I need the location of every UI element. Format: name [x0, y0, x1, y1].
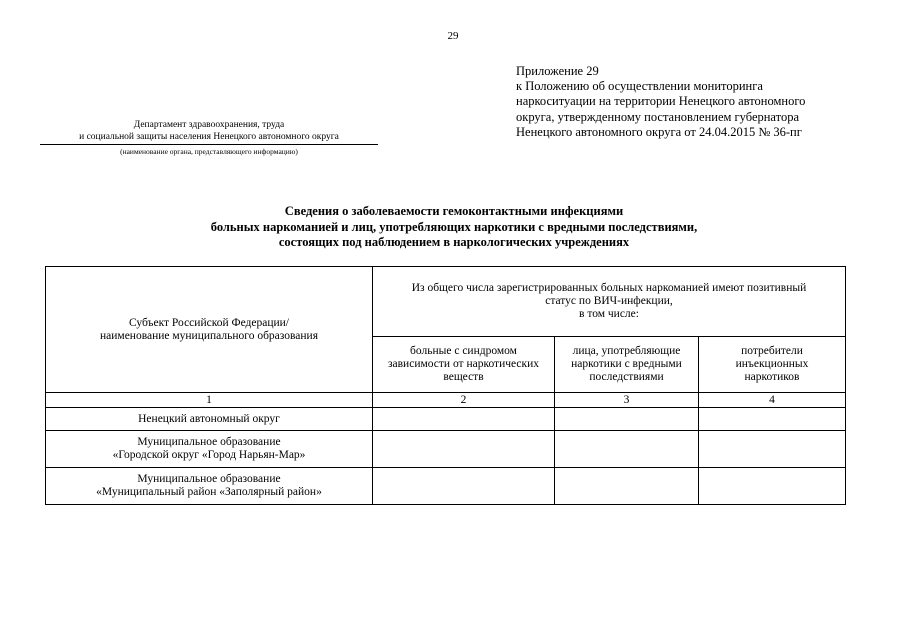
data-cell[interactable]	[555, 468, 699, 505]
subject-name-line: Муниципальное образование	[137, 473, 281, 485]
data-cell[interactable]	[555, 408, 699, 431]
data-cell[interactable]	[699, 431, 846, 468]
data-cell[interactable]	[555, 431, 699, 468]
title-line: состоящих под наблюдением в наркологических учреждениях	[278, 235, 630, 249]
data-cell[interactable]	[373, 468, 555, 505]
group-header-line: статус по ВИЧ-инфекции,	[545, 295, 673, 307]
appendix-line: наркоситуации на территории Ненецкого автономного	[516, 94, 806, 109]
appendix-line: Приложение 29	[516, 64, 599, 78]
sub-header-line: потребители	[741, 345, 803, 357]
sub-header-cell	[699, 337, 846, 393]
column-number-row	[46, 393, 846, 408]
organization-caption: (наименование органа, представляющего информацию)	[120, 147, 298, 156]
subject-name-cell	[46, 468, 373, 505]
sub-header-line: наркотики с вредными	[571, 358, 682, 370]
sub-header-line: лица, употребляющие	[572, 345, 681, 357]
report-table	[45, 266, 846, 505]
data-cell[interactable]	[699, 408, 846, 431]
subject-header-line: наименование муниципального образования	[100, 329, 318, 342]
sub-header-line: больные с синдромом	[410, 345, 517, 357]
appendix-note	[516, 64, 886, 140]
sub-header-cell	[555, 337, 699, 393]
data-cell[interactable]	[373, 408, 555, 431]
subject-name-cell	[46, 431, 373, 468]
table-row	[46, 468, 846, 505]
organization-underline	[40, 144, 378, 145]
sub-header-line: веществ	[443, 371, 484, 383]
appendix-line: Ненецкого автономного округа от 24.04.2015 № 36-пг	[516, 124, 802, 139]
sub-header-line: последствиями	[589, 371, 664, 383]
title-line: Сведения о заболеваемости гемоконтактными инфекциями	[284, 204, 624, 218]
page-number: 29	[447, 30, 459, 42]
organization-block	[40, 120, 378, 156]
column-number-cell: 3	[555, 393, 699, 408]
subject-header-line: Субъект Российской Федерации/	[129, 316, 289, 329]
sub-header-line: зависимости от наркотических	[387, 358, 540, 370]
column-number-cell: 2	[373, 393, 555, 408]
subject-header-cell	[46, 267, 373, 393]
subject-name-line: Ненецкий автономный округ	[138, 412, 280, 425]
document-title	[120, 204, 788, 251]
subject-name-line: «Муниципальный район «Заполярный район»	[96, 486, 322, 498]
header-row	[46, 267, 846, 337]
title-line: больных наркоманией и лиц, употребляющих наркотики с вредными последствиями,	[210, 219, 698, 234]
sub-header-line: инъекционных	[735, 358, 809, 370]
subject-name-cell	[46, 408, 373, 431]
appendix-line: к Положению об осуществлении мониторинга	[516, 79, 763, 94]
data-cell[interactable]	[373, 431, 555, 468]
group-header-line: Из общего числа зарегистрированных больных наркоманией имеют позитивный	[411, 282, 807, 294]
subject-name-line: «Городской округ «Город Нарьян-Мар»	[112, 449, 306, 461]
data-cell[interactable]	[699, 468, 846, 505]
sub-header-cell	[373, 337, 555, 393]
column-number-cell: 4	[699, 393, 846, 408]
table-row	[46, 431, 846, 468]
group-header-cell	[373, 267, 846, 337]
organization-name-line: и социальной защиты населения Ненецкого автономного округа	[79, 131, 339, 142]
table-row	[46, 408, 846, 431]
group-header-line: в том числе:	[579, 308, 639, 320]
sub-header-line: наркотиков	[744, 371, 800, 383]
column-number-cell: 1	[46, 393, 373, 408]
organization-name-line: Департамент здравоохранения, труда	[133, 120, 285, 130]
subject-name-line: Муниципальное образование	[137, 436, 281, 448]
appendix-line: округа, утвержденному постановлением губернатора	[516, 109, 799, 124]
